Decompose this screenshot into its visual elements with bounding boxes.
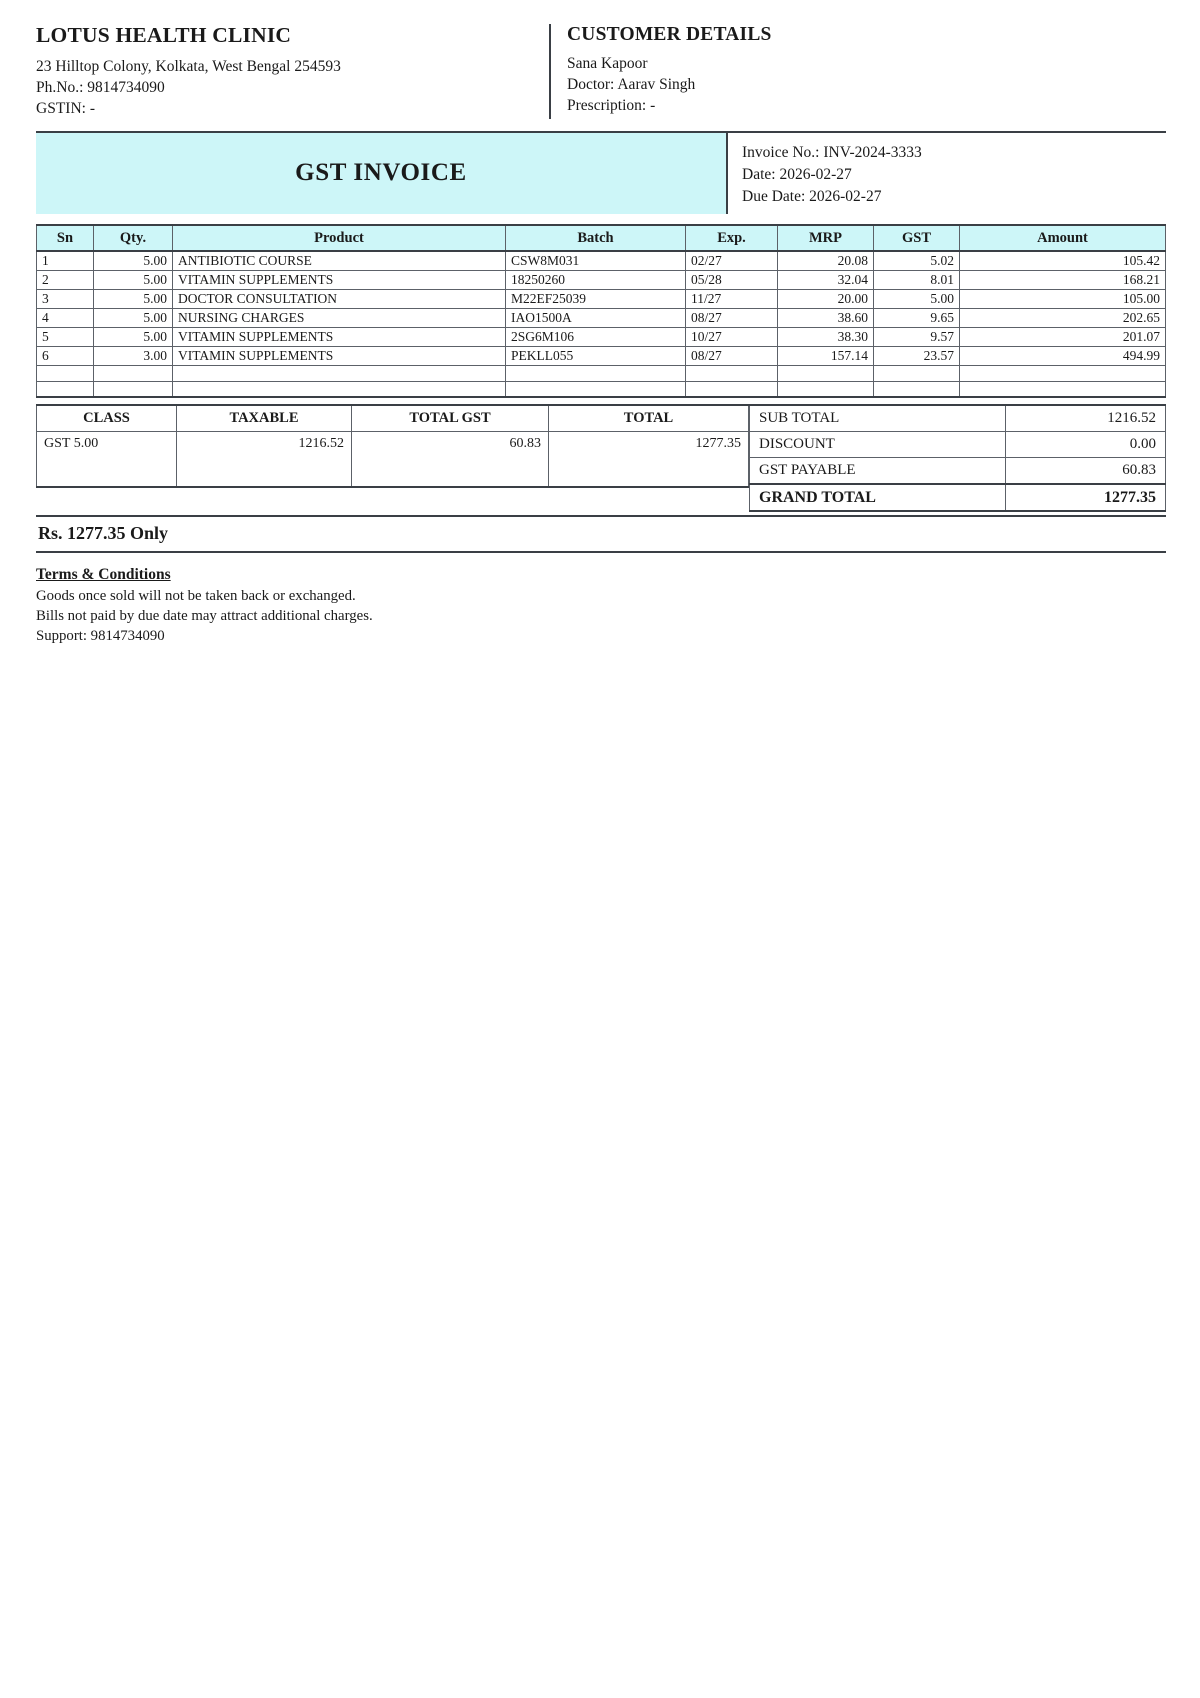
column-header-gst: GST [874, 225, 960, 251]
column-header-sn: Sn [37, 225, 94, 251]
cell-sn: 4 [37, 308, 94, 327]
cell-class: GST 5.00 [37, 432, 177, 487]
cell-gst: 5.00 [874, 289, 960, 308]
cell-qty: 3.00 [94, 346, 173, 365]
customer-prescription: Prescription: - [567, 97, 656, 115]
terms-title: Terms & Conditions [36, 566, 171, 584]
cell-qty: 5.00 [94, 251, 173, 271]
column-header-batch: Batch [506, 225, 686, 251]
cell-product: DOCTOR CONSULTATION [173, 289, 506, 308]
cell-product [173, 381, 506, 397]
cell-product [173, 365, 506, 381]
discount-value: 0.00 [1006, 432, 1166, 458]
cell-qty [94, 365, 173, 381]
tax-class-header [37, 405, 749, 432]
cell-mrp: 32.04 [778, 270, 874, 289]
customer-details [549, 24, 1166, 119]
invoice-meta [726, 133, 1166, 214]
summary-row-gst-payable [750, 458, 1166, 485]
column-header-exp: Exp. [686, 225, 778, 251]
column-header-product: Product [173, 225, 506, 251]
cell-amount: 105.42 [960, 251, 1166, 271]
summary-table [749, 404, 1166, 512]
cell-batch [506, 365, 686, 381]
cell-exp: 10/27 [686, 327, 778, 346]
table-row-empty [37, 365, 1166, 381]
cell-total: 1277.35 [549, 432, 749, 487]
table-row [37, 251, 1166, 271]
cell-product: VITAMIN SUPPLEMENTS [173, 327, 506, 346]
cell-sn: 2 [37, 270, 94, 289]
summary-row-discount [750, 432, 1166, 458]
cell-gst [874, 381, 960, 397]
cell-amount: 168.21 [960, 270, 1166, 289]
gst-payable-value: 60.83 [1006, 458, 1166, 485]
cell-batch: 18250260 [506, 270, 686, 289]
summary-row-grand-total [750, 484, 1166, 511]
cell-qty [94, 381, 173, 397]
cell-amount [960, 365, 1166, 381]
cell-gst: 9.65 [874, 308, 960, 327]
seller-phone: Ph.No.: 9814734090 [36, 78, 165, 96]
column-header-qty: Qty. [94, 225, 173, 251]
totals-section [36, 404, 1166, 512]
cell-product: NURSING CHARGES [173, 308, 506, 327]
cell-mrp: 20.08 [778, 251, 874, 271]
cell-gst: 5.02 [874, 251, 960, 271]
cell-exp: 02/27 [686, 251, 778, 271]
seller-name: LOTUS HEALTH CLINIC [36, 23, 292, 47]
table-row [37, 289, 1166, 308]
cell-sn: 1 [37, 251, 94, 271]
table-header-row [37, 405, 749, 432]
summary-body [750, 405, 1166, 511]
cell-exp: 08/27 [686, 346, 778, 365]
grand-total-label: GRAND TOTAL [750, 484, 1006, 511]
terms-line-2: Bills not paid by due date may attract additional charges. [36, 608, 373, 625]
terms-line-1: Goods once sold will not be taken back or exchanged. [36, 588, 356, 605]
summary-row-sub-total [750, 405, 1166, 432]
cell-sn: 5 [37, 327, 94, 346]
cell-gst: 23.57 [874, 346, 960, 365]
cell-gst [874, 365, 960, 381]
seller-gstin: GSTIN: - [36, 99, 95, 117]
invoice-header [36, 24, 1166, 125]
invoice-title: GST INVOICE [295, 159, 467, 187]
terms-and-conditions [36, 566, 1166, 646]
cell-amount: 494.99 [960, 346, 1166, 365]
cell-gst: 9.57 [874, 327, 960, 346]
column-header-amount: Amount [960, 225, 1166, 251]
column-header-total-gst: TOTAL GST [352, 405, 549, 432]
tax-class-table [36, 404, 749, 488]
cell-mrp: 38.30 [778, 327, 874, 346]
cell-mrp [778, 381, 874, 397]
amount-in-words: Rs. 1277.35 Only [36, 515, 1166, 553]
cell-qty: 5.00 [94, 270, 173, 289]
cell-batch: M22EF25039 [506, 289, 686, 308]
cell-exp [686, 365, 778, 381]
seller-address: 23 Hilltop Colony, Kolkata, West Bengal 254593 [36, 57, 341, 75]
cell-taxable: 1216.52 [177, 432, 352, 487]
terms-support: Support: 9814734090 [36, 628, 165, 645]
cell-total-gst: 60.83 [352, 432, 549, 487]
cell-batch: PEKLL055 [506, 346, 686, 365]
column-header-mrp: MRP [778, 225, 874, 251]
cell-qty: 5.00 [94, 327, 173, 346]
cell-mrp: 157.14 [778, 346, 874, 365]
table-row [37, 308, 1166, 327]
cell-product: VITAMIN SUPPLEMENTS [173, 346, 506, 365]
cell-batch: CSW8M031 [506, 251, 686, 271]
column-header-taxable: TAXABLE [177, 405, 352, 432]
line-items-header [37, 225, 1166, 251]
cell-exp: 05/28 [686, 270, 778, 289]
cell-qty: 5.00 [94, 308, 173, 327]
sub-total-label: SUB TOTAL [750, 405, 1006, 432]
line-items-body [37, 251, 1166, 398]
table-header-row [37, 225, 1166, 251]
invoice-due-date: Due Date: 2026-02-27 [742, 187, 882, 205]
table-row [37, 270, 1166, 289]
cell-mrp: 20.00 [778, 289, 874, 308]
amount-summary [749, 404, 1166, 512]
cell-product: VITAMIN SUPPLEMENTS [173, 270, 506, 289]
cell-batch: 2SG6M106 [506, 327, 686, 346]
cell-sn: 6 [37, 346, 94, 365]
sub-total-value: 1216.52 [1006, 405, 1166, 432]
cell-sn [37, 381, 94, 397]
cell-gst: 8.01 [874, 270, 960, 289]
customer-doctor: Doctor: Aarav Singh [567, 76, 696, 94]
cell-mrp: 38.60 [778, 308, 874, 327]
table-row [37, 327, 1166, 346]
cell-exp: 08/27 [686, 308, 778, 327]
tax-class-summary [36, 404, 749, 512]
cell-batch: IAO1500A [506, 308, 686, 327]
cell-batch [506, 381, 686, 397]
cell-amount [960, 381, 1166, 397]
discount-label: DISCOUNT [750, 432, 1006, 458]
tax-class-body [37, 432, 749, 487]
cell-mrp [778, 365, 874, 381]
cell-exp: 11/27 [686, 289, 778, 308]
grand-total-value: 1277.35 [1006, 484, 1166, 511]
table-row [37, 346, 1166, 365]
invoice-number: Invoice No.: INV-2024-3333 [742, 143, 922, 161]
table-row [37, 432, 749, 487]
line-items-table [36, 224, 1166, 399]
customer-details-heading: CUSTOMER DETAILS [567, 24, 772, 45]
cell-product: ANTIBIOTIC COURSE [173, 251, 506, 271]
column-header-total: TOTAL [549, 405, 749, 432]
gst-payable-label: GST PAYABLE [750, 458, 1006, 485]
cell-qty: 5.00 [94, 289, 173, 308]
seller-details [36, 24, 549, 119]
cell-sn [37, 365, 94, 381]
cell-exp [686, 381, 778, 397]
invoice-banner [36, 131, 1166, 214]
cell-amount: 201.07 [960, 327, 1166, 346]
invoice-banner-title-area [36, 133, 726, 214]
cell-sn: 3 [37, 289, 94, 308]
column-header-class: CLASS [37, 405, 177, 432]
table-row-empty [37, 381, 1166, 397]
customer-name: Sana Kapoor [567, 55, 648, 73]
cell-amount: 105.00 [960, 289, 1166, 308]
cell-amount: 202.65 [960, 308, 1166, 327]
invoice-date: Date: 2026-02-27 [742, 165, 852, 183]
